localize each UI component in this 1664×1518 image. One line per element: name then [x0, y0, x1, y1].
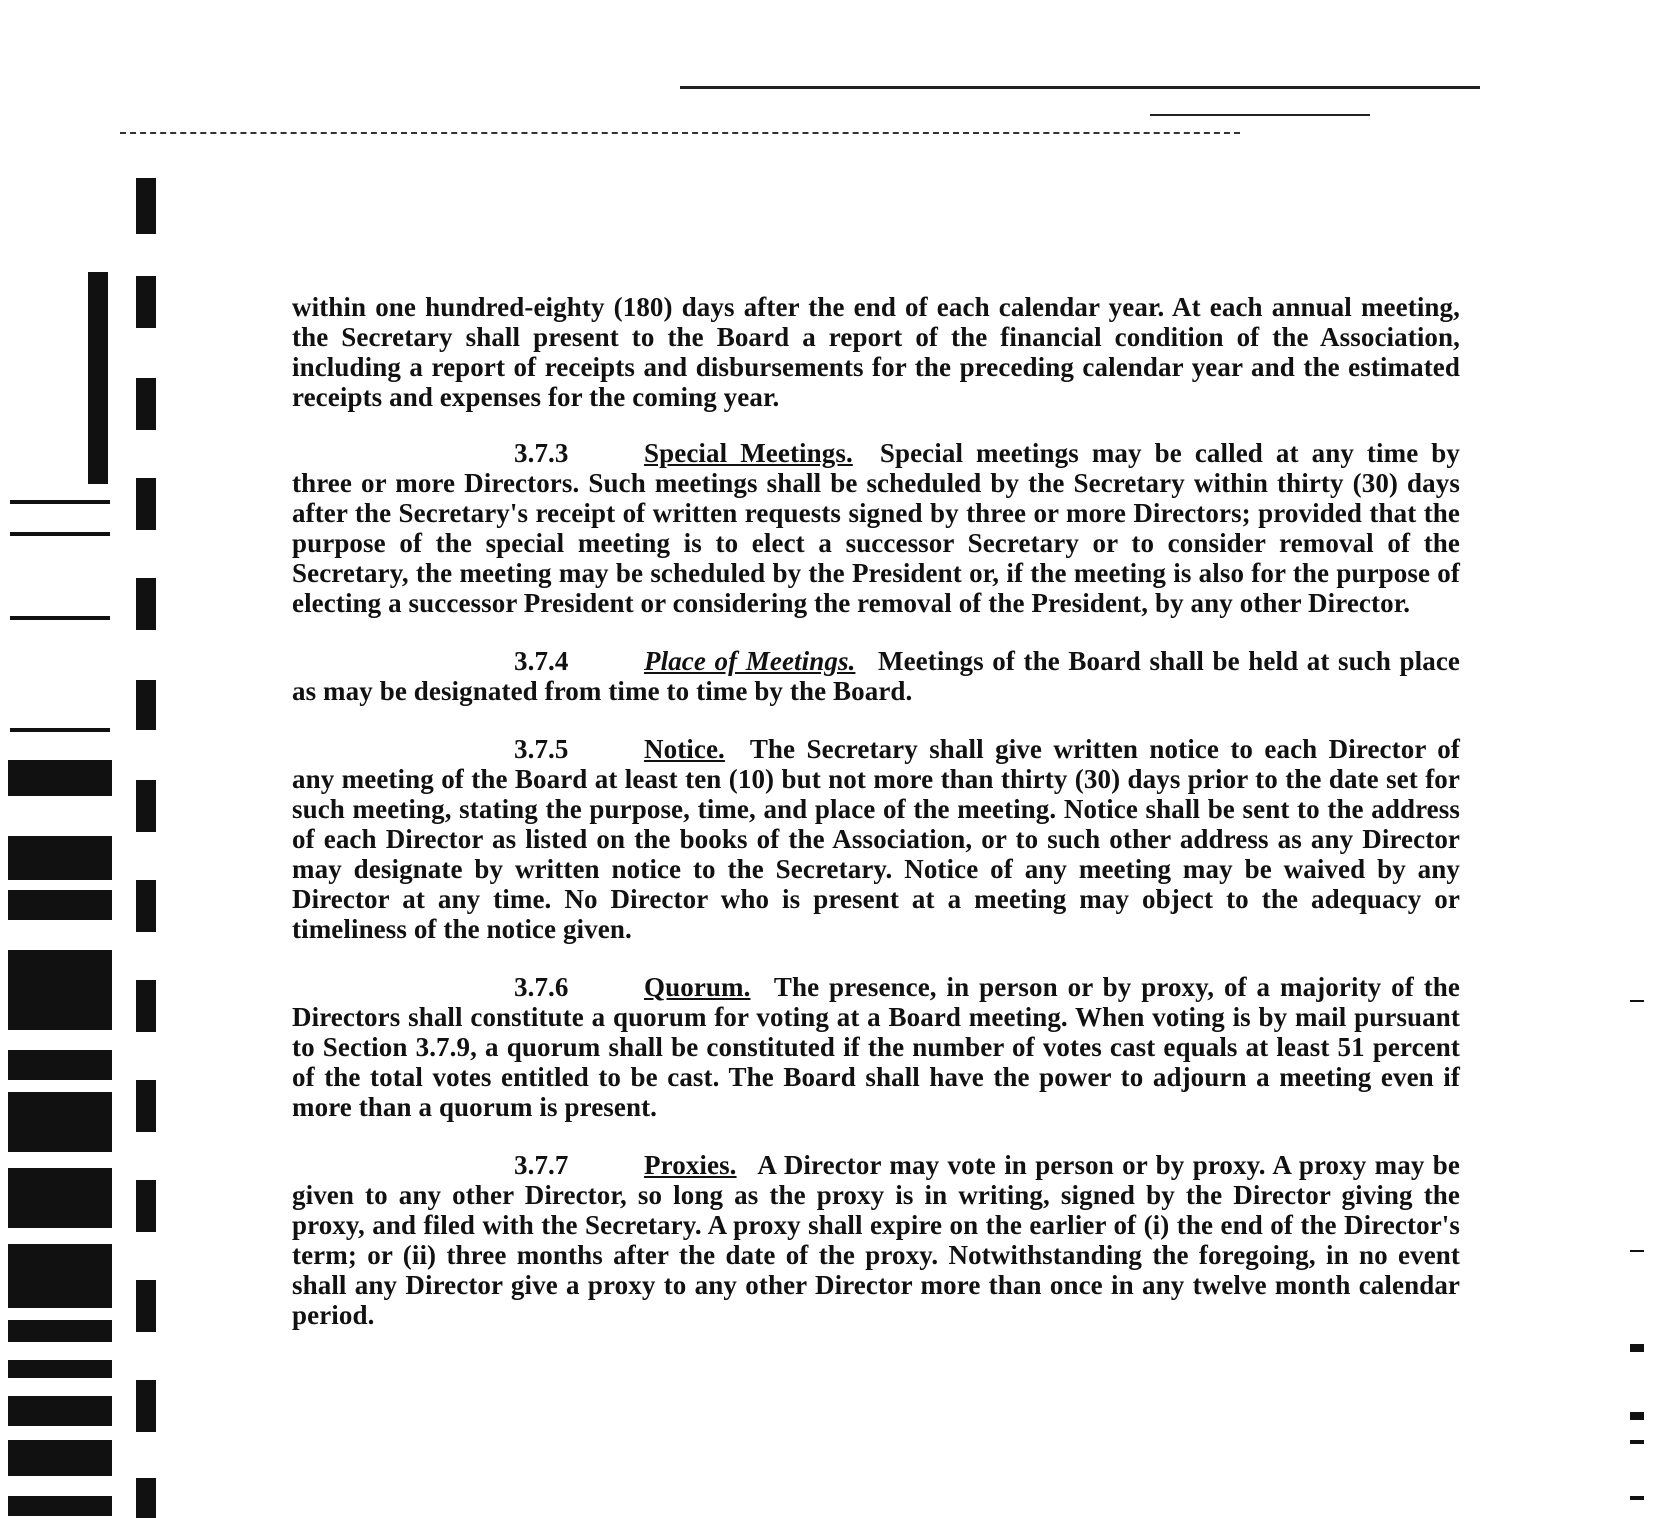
edge-block [8, 1496, 112, 1516]
intro-paragraph: within one hundred-eighty (180) days after the end of each calendar year. At each annual meeting, the Secretary shall present to the Board a report of the financial condition of the Association, including a report of receipts and disbursements for the preceding calendar year and the estimated receipts and expenses for the coming year. [292, 292, 1460, 412]
binding-mark [136, 1478, 156, 1518]
binding-mark [136, 880, 156, 932]
edge-block [8, 1092, 112, 1152]
section-number: 3.7.7 [514, 1150, 569, 1180]
binding-mark [136, 478, 156, 530]
binding-mark [136, 980, 156, 1032]
edge-block [8, 1050, 112, 1080]
binding-mark [136, 680, 156, 730]
right-edge-mark [1630, 1000, 1644, 1002]
section-heading: Notice. [644, 734, 725, 764]
edge-line [10, 500, 110, 504]
section-number: 3.7.5 [514, 734, 569, 764]
section-3-7-7 [292, 1150, 1460, 1330]
binding-mark [136, 178, 156, 234]
section-3-7-4 [292, 646, 1460, 706]
edge-line [10, 728, 110, 732]
edge-block [8, 1168, 112, 1228]
edge-bar [88, 272, 108, 484]
edge-block [8, 1396, 112, 1426]
right-edge-mark [1630, 1250, 1644, 1252]
binding-mark [136, 378, 156, 430]
binding-mark [136, 1280, 156, 1332]
scan-dash-top [120, 132, 1240, 134]
section-heading: Place of Meetings. [644, 646, 856, 676]
binding-mark [136, 578, 156, 630]
section-3-7-5 [292, 734, 1460, 944]
section-body: Meetings of the Board shall be held at such place as may be designated from time to time by the Board. [292, 646, 1460, 706]
edge-block [8, 1360, 112, 1378]
right-edge-mark [1630, 1440, 1644, 1444]
section-heading: Special Meetings. [644, 438, 853, 468]
section-body: The Secretary shall give written notice to each Director of any meeting of the Board at least ten (10) but not more than thirty (30) days prior to the date set for such meeting, stating the purpose, time, and place of the meeting. Notice shall be sent to the address of each Director as listed on the books of the Association, or to such other address as any Director may designate by written notice to the Secretary. Notice of any meeting may be waived by any Director at any time. No Director who is present at a meeting may object to the adequacy or timeliness of the notice given. [292, 734, 1460, 944]
right-edge-mark [1630, 1344, 1644, 1352]
scan-line-top [680, 86, 1480, 89]
section-number: 3.7.3 [514, 438, 569, 468]
edge-block [8, 1440, 112, 1476]
scan-line-top-2 [1150, 114, 1370, 116]
section-3-7-3 [292, 438, 1460, 618]
edge-block [8, 1244, 112, 1308]
binding-mark [136, 1080, 156, 1132]
section-heading: Quorum. [644, 972, 751, 1002]
edge-block [8, 760, 112, 796]
edge-block [8, 836, 112, 880]
section-body: Special meetings may be called at any time by three or more Directors. Such meetings shall be scheduled by the Secretary within thirty (30) days after the Secretary's receipt of written requests signed by three or more Directors; provided that the purpose of the special meeting is to elect a successor Secretary or to consider removal of the Secretary, the meeting may be scheduled by the President or, if the meeting is also for the purpose of electing a successor President or considering the removal of the President, by any other Director. [292, 438, 1461, 618]
section-body: The presence, in person or by proxy, of a majority of the Directors shall constitute a quorum for voting at a Board meeting. When voting is by mail pursuant to Section 3.7.9, a quorum shall be constituted if the number of votes cast equals at least 51 percent of the total votes entitled to be cast. The Board shall have the power to adjourn a meeting even if more than a quorum is present. [292, 972, 1460, 1122]
section-number: 3.7.4 [514, 646, 569, 676]
edge-block [8, 1320, 112, 1342]
edge-line [10, 616, 110, 620]
binding-mark [136, 780, 156, 832]
edge-line [10, 532, 110, 536]
right-edge-mark [1630, 1496, 1644, 1500]
binding-mark [136, 1380, 156, 1432]
right-edge-mark [1630, 1412, 1644, 1420]
section-heading: Proxies. [644, 1150, 737, 1180]
section-3-7-6 [292, 972, 1460, 1122]
document-body [292, 292, 1460, 1358]
binding-mark [136, 276, 156, 328]
section-number: 3.7.6 [514, 972, 569, 1002]
edge-block [8, 950, 112, 1030]
section-body: A Director may vote in person or by proxy. A proxy may be given to any other Director, so long as the proxy is in writing, signed by the Director giving the proxy, and filed with the Secretary. A proxy shall expire on the earlier of (i) the end of the Director's term; or (ii) three months after the date of the proxy. Notwithstanding the foregoing, in no event shall any Director give a proxy to any other Director more than once in any twelve month calendar period. [292, 1150, 1460, 1330]
edge-block [8, 890, 112, 920]
binding-mark [136, 1180, 156, 1232]
